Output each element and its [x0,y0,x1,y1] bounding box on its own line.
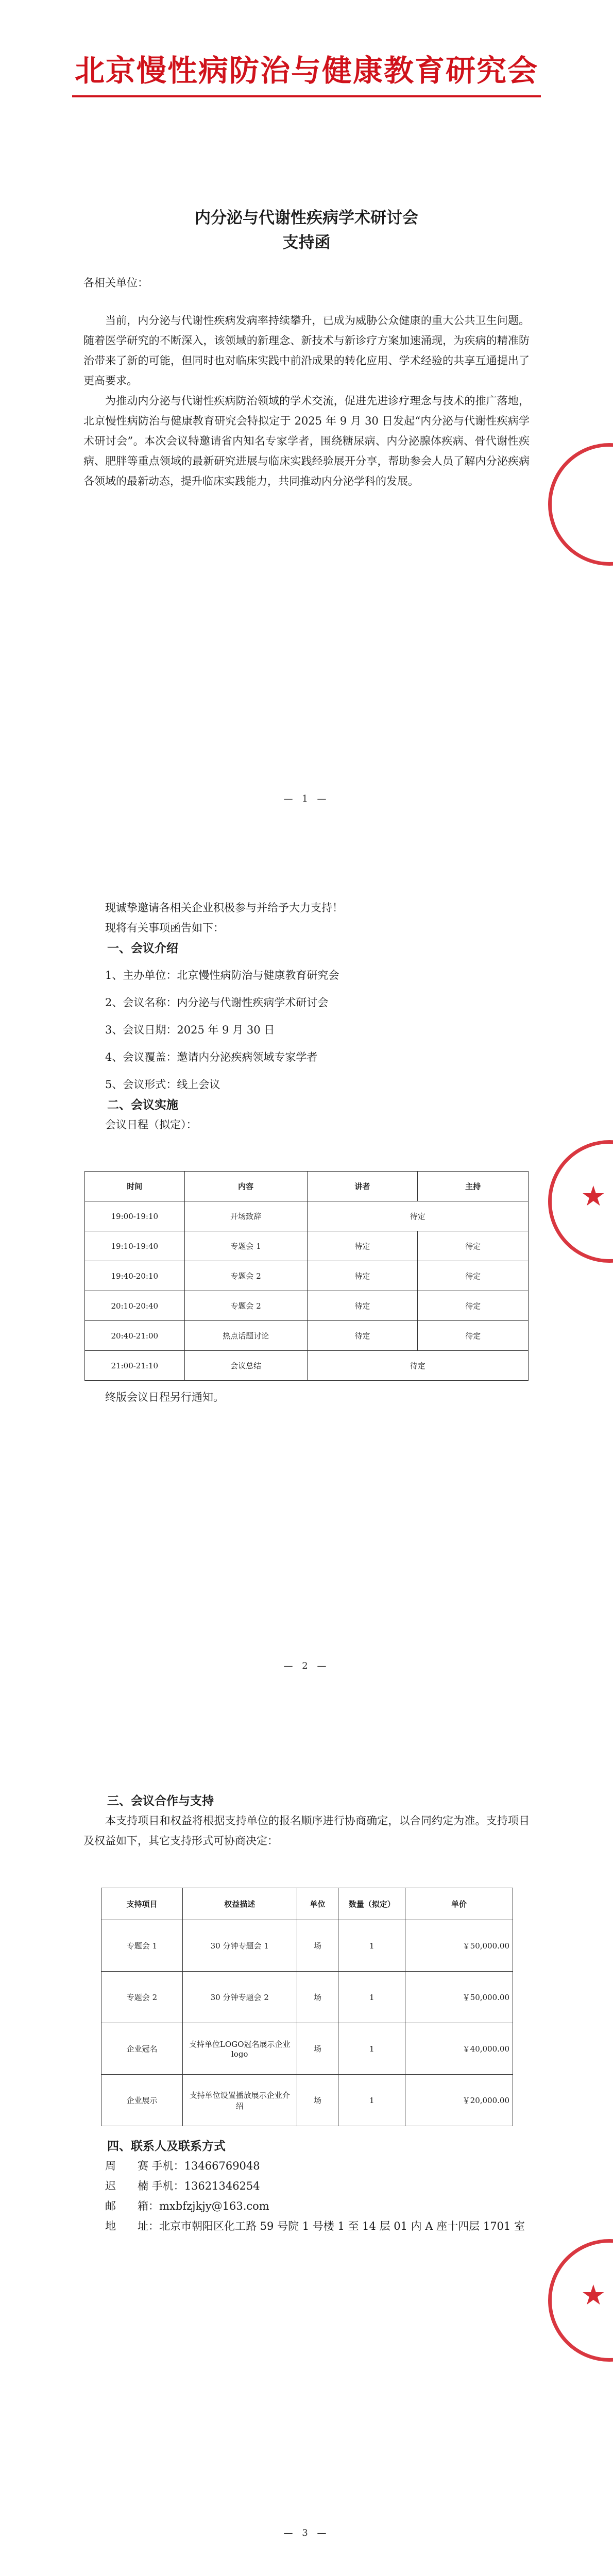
agenda-header-row [85,1172,529,1201]
closing-invite: 现诚挚邀请各相关企业积极参与并给予大力支持！ [105,902,343,914]
support-desc: 支持单位设置播放展示企业介绍 [182,2075,297,2126]
contact-block [83,2136,530,2236]
support-item: 专题会 1 [101,1920,183,1972]
support-price: ￥40,000.00 [405,2023,513,2075]
letterhead-red-line [72,95,541,97]
support-unit: 场 [297,2075,338,2126]
support-item: 企业展示 [101,2075,183,2126]
contact-item: 周 赛 手机：13466769048 [105,2160,260,2172]
page-number: — 3 — [283,2528,330,2538]
agenda-time: 20:10-20:40 [85,1291,185,1321]
support-price: ￥50,000.00 [405,1920,513,1972]
contact-email[interactable]: 邮 箱：mxbfzjkjy@163.com [105,2200,269,2212]
page3-body [83,1791,530,1851]
support-desc: 支持单位LOGO冠名展示企业 logo [182,2023,297,2075]
letter-paragraph-1: 当前，内分泌与代谢性疾病发病率持续攀升，已成为威胁公众健康的重大公共卫生问题。随着医学研究的不断深入，该领域的新理念、新技术与新诊疗方案加速涌现，为疾病的精准防治带来了新的可能，但同时也对临床实践中前沿成果的转化应用、学术经验的共享互通提出了更高要求。 [83,314,530,387]
section1-item: 5、会议形式：线上会议 [105,1078,220,1091]
official-seal-edge [548,443,613,566]
table-row [85,1321,529,1351]
section1-item: 4、会议覆盖：邀请内分泌疾病领域专家学者 [105,1051,318,1063]
section3-paragraph: 本支持项目和权益将根据支持单位的报名顺序进行协商确定，以合同约定为准。支持项目及权益如下，其它支持形式可协商决定： [83,1815,530,1847]
table-row [101,1972,513,2023]
document-title: 内分泌与代谢性疾病学术研讨会 [195,209,418,227]
agenda-time: 19:40-20:10 [85,1261,185,1291]
agenda-content: 会议总结 [184,1351,307,1381]
support-unit: 场 [297,1972,338,2023]
support-qty: 1 [338,1972,405,2023]
agenda-content: 专题会 2 [184,1291,307,1321]
document-subtitle: 支持函 [282,233,331,252]
contact-address: 地 址：北京市朝阳区化工路 59 号院 1 号楼 1 至 14 层 01 内 A 座十四层 1701 室 [105,2220,525,2232]
section1-item: 2、会议名称：内分泌与代谢性疾病学术研讨会 [105,996,329,1009]
support-desc: 30 分钟专题会 1 [182,1920,297,1972]
agenda-table [84,1171,529,1381]
agenda-content: 开场致辞 [184,1201,307,1231]
support-qty: 1 [338,2023,405,2075]
table-row [85,1231,529,1261]
support-price: ￥50,000.00 [405,1972,513,2023]
agenda-host: 待定 [307,1201,528,1231]
support-item: 专题会 2 [101,1972,183,2023]
support-unit: 场 [297,1920,338,1972]
section2-heading: 二、会议实施 [107,1098,178,1112]
salutation: 各相关单位： [83,277,148,289]
agenda-label: 会议日程（拟定）： [105,1118,197,1131]
agenda-content: 热点话题讨论 [184,1321,307,1351]
agenda-host: 待定 [418,1261,529,1291]
support-header-item: 支持项目 [101,1888,183,1920]
table-row [101,2023,513,2075]
agenda-speaker: 待定 [307,1231,418,1261]
agenda-speaker: 待定 [307,1291,418,1321]
page-2 [0,867,613,1734]
agenda-speaker: 待定 [307,1321,418,1351]
page2-body [83,898,530,1135]
page-number: — 2 — [283,1660,330,1671]
agenda-host: 待定 [418,1291,529,1321]
table-row [101,1920,513,1972]
support-qty: 1 [338,1920,405,1972]
agenda-header-content: 内容 [184,1172,307,1201]
support-desc: 30 分钟专题会 2 [182,1972,297,2023]
agenda-time: 19:00-19:10 [85,1201,185,1231]
support-header-qty: 数量（拟定） [338,1888,405,1920]
table-row [85,1201,529,1231]
agenda-host: 待定 [418,1231,529,1261]
support-header-price: 单价 [405,1888,513,1920]
seal-star-icon: ★ [581,2279,606,2311]
page-1 [0,0,613,867]
table-row [101,2075,513,2126]
table-row [85,1351,529,1381]
letter-body [83,273,530,492]
support-item: 企业冠名 [101,2023,183,2075]
agenda-host: 待定 [418,1321,529,1351]
table-row [85,1291,529,1321]
agenda-header-host: 主持 [418,1172,529,1201]
support-header-desc: 权益描述 [182,1888,297,1920]
agenda-time: 21:00-21:10 [85,1351,185,1381]
support-price: ￥20,000.00 [405,2075,513,2126]
support-header-unit: 单位 [297,1888,338,1920]
agenda-content: 专题会 2 [184,1261,307,1291]
seal-star-icon: ★ [581,1180,606,1212]
agenda-header-time: 时间 [85,1172,185,1201]
section1-item: 1、主办单位：北京慢性病防治与健康教育研究会 [105,969,339,981]
agenda-header-speaker: 讲者 [307,1172,418,1201]
agenda-time: 20:40-21:00 [85,1321,185,1351]
section3-heading: 三、会议合作与支持 [107,1794,214,1808]
agenda-speaker: 待定 [307,1261,418,1291]
agenda-note: 终版会议日程另行通知。 [105,1391,224,1403]
agenda-note-block [83,1387,530,1408]
support-unit: 场 [297,2023,338,2075]
support-table [101,1888,513,2126]
support-qty: 1 [338,2075,405,2126]
section1-item: 3、会议日期：2025 年 9 月 30 日 [105,1024,275,1036]
closing-notice: 现将有关事项函告如下： [105,922,224,934]
agenda-content: 专题会 1 [184,1231,307,1261]
table-row [85,1261,529,1291]
page-3 [0,1734,613,2576]
page-number: — 1 — [283,793,330,804]
letter-paragraph-2: 为推动内分泌与代谢性疾病防治领域的学术交流，促进先进诊疗理念与技术的推广落地，北京慢性病防治与健康教育研究会特拟定于 2025 年 9 月 30 日发起“内分泌与代谢性疾病学术研讨会”。本次会议特邀请省内知名专家学者，围绕糖尿病、内分泌腺体疾病、骨代谢性疾病、肥胖等重点领域的最新研究进展与临床实践经验展开分享，帮助参会人员了解内分泌疾病各领域的最新动态，提升临床实践能力，共同推动内分泌学科的发展。 [83,395,530,487]
agenda-host: 待定 [307,1351,528,1381]
letterhead-org-name: 北京慢性病防治与健康教育研究会 [74,53,538,88]
agenda-time: 19:10-19:40 [85,1231,185,1261]
section1-heading: 一、会议介绍 [107,941,178,955]
contact-item: 迟 楠 手机：13621346254 [105,2180,260,2192]
section4-heading: 四、联系人及联系方式 [107,2139,226,2153]
support-header-row [101,1888,513,1920]
